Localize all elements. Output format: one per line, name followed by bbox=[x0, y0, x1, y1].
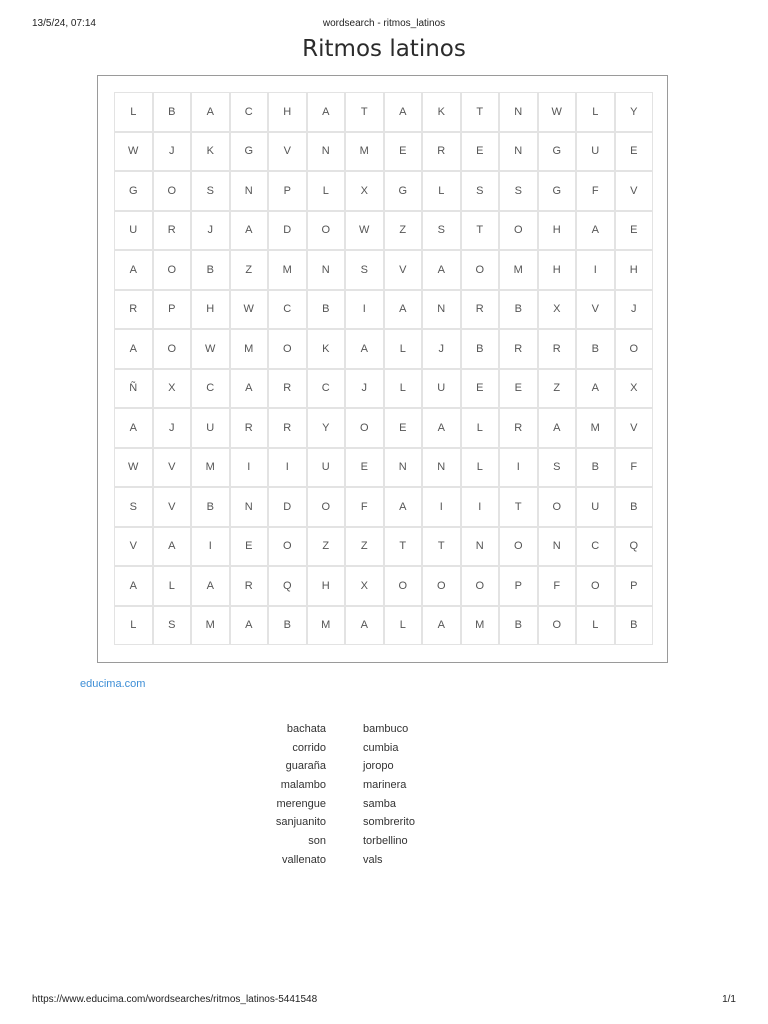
grid-cell: E bbox=[384, 132, 423, 172]
grid-cell: A bbox=[422, 250, 461, 290]
grid-cell: N bbox=[307, 250, 346, 290]
grid-cell: F bbox=[538, 566, 577, 606]
grid-cell: L bbox=[153, 566, 192, 606]
grid-cell: M bbox=[499, 250, 538, 290]
grid-cell: R bbox=[461, 290, 500, 330]
grid-cell: O bbox=[268, 527, 307, 567]
grid-cell: W bbox=[345, 211, 384, 251]
grid-cell: J bbox=[422, 329, 461, 369]
grid-cell: E bbox=[615, 211, 654, 251]
grid-cell: S bbox=[153, 606, 192, 646]
grid-cell: I bbox=[191, 527, 230, 567]
grid-cell: N bbox=[230, 171, 269, 211]
grid-cell: C bbox=[576, 527, 615, 567]
word-list-item: vallenato bbox=[281, 853, 326, 866]
grid-cell: A bbox=[538, 408, 577, 448]
grid-cell: O bbox=[538, 487, 577, 527]
grid-cell: A bbox=[153, 527, 192, 567]
grid-cell: V bbox=[153, 487, 192, 527]
grid-cell: W bbox=[191, 329, 230, 369]
grid-cell: P bbox=[268, 171, 307, 211]
grid-cell: L bbox=[576, 606, 615, 646]
grid-cell: L bbox=[114, 606, 153, 646]
grid-cell: P bbox=[499, 566, 538, 606]
word-list-item: son bbox=[308, 835, 326, 848]
grid-cell: E bbox=[345, 448, 384, 488]
grid-cell: B bbox=[307, 290, 346, 330]
grid-cell: I bbox=[461, 487, 500, 527]
grid-cell: Z bbox=[384, 211, 423, 251]
grid-cell: C bbox=[268, 290, 307, 330]
grid-cell: E bbox=[615, 132, 654, 172]
grid-cell: L bbox=[461, 408, 500, 448]
grid-cell: A bbox=[114, 329, 153, 369]
word-list-item: torbellino bbox=[363, 835, 408, 848]
grid-cell: N bbox=[230, 487, 269, 527]
grid-cell: J bbox=[615, 290, 654, 330]
grid-cell: U bbox=[576, 132, 615, 172]
grid-cell: C bbox=[191, 369, 230, 409]
grid-cell: E bbox=[461, 369, 500, 409]
grid-cell: N bbox=[384, 448, 423, 488]
grid-cell: S bbox=[345, 250, 384, 290]
page-title: Ritmos latinos bbox=[302, 36, 466, 62]
grid-cell: O bbox=[153, 250, 192, 290]
grid-cell: U bbox=[307, 448, 346, 488]
grid-cell: R bbox=[230, 566, 269, 606]
grid-cell: B bbox=[499, 290, 538, 330]
grid-cell: R bbox=[230, 408, 269, 448]
grid-cell: O bbox=[422, 566, 461, 606]
grid-cell: X bbox=[345, 171, 384, 211]
grid-cell: H bbox=[615, 250, 654, 290]
word-list-item: merengue bbox=[276, 797, 326, 810]
grid-cell: C bbox=[307, 369, 346, 409]
grid-cell: G bbox=[114, 171, 153, 211]
grid-cell: I bbox=[499, 448, 538, 488]
grid-cell: N bbox=[499, 132, 538, 172]
grid-cell: S bbox=[499, 171, 538, 211]
grid-cell: H bbox=[268, 92, 307, 132]
grid-cell: A bbox=[230, 211, 269, 251]
grid-cell: R bbox=[538, 329, 577, 369]
grid-cell: U bbox=[422, 369, 461, 409]
grid-cell: M bbox=[345, 132, 384, 172]
word-list-item: cumbia bbox=[363, 741, 399, 754]
grid-cell: W bbox=[230, 290, 269, 330]
grid-cell: Q bbox=[615, 527, 654, 567]
grid-cell: S bbox=[461, 171, 500, 211]
grid-cell: W bbox=[538, 92, 577, 132]
grid-cell: I bbox=[576, 250, 615, 290]
grid-cell: E bbox=[230, 527, 269, 567]
grid-cell: R bbox=[114, 290, 153, 330]
print-url: https://www.educima.com/wordsearches/ritmos_latinos-5441548 bbox=[32, 994, 318, 1005]
grid-cell: L bbox=[461, 448, 500, 488]
grid-cell: A bbox=[191, 92, 230, 132]
grid-cell: X bbox=[153, 369, 192, 409]
grid-cell: C bbox=[230, 92, 269, 132]
grid-cell: G bbox=[384, 171, 423, 211]
grid-cell: B bbox=[576, 329, 615, 369]
grid-cell: S bbox=[114, 487, 153, 527]
grid-cell: O bbox=[576, 566, 615, 606]
grid-cell: I bbox=[230, 448, 269, 488]
grid-cell: P bbox=[615, 566, 654, 606]
grid-cell: R bbox=[153, 211, 192, 251]
grid-cell: B bbox=[615, 487, 654, 527]
grid-cell: T bbox=[499, 487, 538, 527]
grid-cell: B bbox=[499, 606, 538, 646]
grid-cell: X bbox=[345, 566, 384, 606]
grid-cell: X bbox=[538, 290, 577, 330]
grid-cell: O bbox=[268, 329, 307, 369]
grid-cell: K bbox=[191, 132, 230, 172]
word-list-item: sombrerito bbox=[363, 816, 415, 829]
grid-cell: A bbox=[230, 369, 269, 409]
grid-cell: J bbox=[345, 369, 384, 409]
grid-cell: A bbox=[114, 408, 153, 448]
word-list-item: sanjuanito bbox=[275, 816, 326, 829]
print-page-number: 1/1 bbox=[722, 994, 736, 1005]
grid-cell: T bbox=[461, 211, 500, 251]
grid-cell: B bbox=[191, 487, 230, 527]
grid-cell: E bbox=[461, 132, 500, 172]
grid-cell: L bbox=[422, 171, 461, 211]
grid-cell: A bbox=[422, 606, 461, 646]
grid-cell: Z bbox=[345, 527, 384, 567]
grid-cell: T bbox=[461, 92, 500, 132]
grid-cell: S bbox=[538, 448, 577, 488]
grid-cell: U bbox=[576, 487, 615, 527]
grid-cell: W bbox=[114, 448, 153, 488]
grid-cell: N bbox=[422, 448, 461, 488]
grid-cell: M bbox=[230, 329, 269, 369]
print-doc-title: wordsearch - ritmos_latinos bbox=[322, 18, 446, 29]
grid-cell: R bbox=[499, 329, 538, 369]
word-list-item: samba bbox=[363, 797, 397, 810]
grid-cell: A bbox=[384, 487, 423, 527]
grid-cell: Ñ bbox=[114, 369, 153, 409]
grid-cell: R bbox=[268, 369, 307, 409]
grid-cell: Y bbox=[307, 408, 346, 448]
word-list-item: vals bbox=[363, 853, 383, 866]
grid-cell: N bbox=[461, 527, 500, 567]
grid-cell: I bbox=[345, 290, 384, 330]
grid-cell: Z bbox=[538, 369, 577, 409]
grid-cell: Q bbox=[268, 566, 307, 606]
grid-cell: G bbox=[230, 132, 269, 172]
grid-cell: A bbox=[114, 250, 153, 290]
grid-cell: B bbox=[268, 606, 307, 646]
grid-cell: G bbox=[538, 171, 577, 211]
grid-cell: V bbox=[268, 132, 307, 172]
grid-cell: R bbox=[268, 408, 307, 448]
grid-cell: L bbox=[576, 92, 615, 132]
grid-cell: A bbox=[576, 369, 615, 409]
grid-cell: B bbox=[461, 329, 500, 369]
grid-cell: O bbox=[499, 211, 538, 251]
grid-cell: X bbox=[615, 369, 654, 409]
grid-cell: E bbox=[384, 408, 423, 448]
grid-cell: D bbox=[268, 211, 307, 251]
grid-cell: O bbox=[461, 250, 500, 290]
grid-cell: V bbox=[615, 408, 654, 448]
grid-cell: I bbox=[268, 448, 307, 488]
grid-cell: H bbox=[307, 566, 346, 606]
grid-cell: F bbox=[576, 171, 615, 211]
grid-cell: J bbox=[191, 211, 230, 251]
grid-cell: O bbox=[345, 408, 384, 448]
word-list-item: malambo bbox=[280, 779, 326, 792]
grid-cell: S bbox=[191, 171, 230, 211]
grid-cell: N bbox=[538, 527, 577, 567]
grid-cell: F bbox=[615, 448, 654, 488]
word-list-left-column bbox=[226, 720, 326, 870]
grid-cell: M bbox=[307, 606, 346, 646]
grid-cell: K bbox=[422, 92, 461, 132]
word-list-right-column bbox=[363, 720, 483, 870]
word-list-item: bambuco bbox=[363, 723, 409, 735]
word-list-item: marinera bbox=[363, 779, 407, 792]
print-datetime: 13/5/24, 07:14 bbox=[32, 18, 96, 29]
grid-cell: O bbox=[538, 606, 577, 646]
grid-cell: Z bbox=[230, 250, 269, 290]
grid-cell: L bbox=[384, 606, 423, 646]
grid-cell: A bbox=[307, 92, 346, 132]
grid-cell: A bbox=[422, 408, 461, 448]
grid-cell: H bbox=[538, 250, 577, 290]
grid-cell: T bbox=[422, 527, 461, 567]
grid-cell: O bbox=[615, 329, 654, 369]
grid-cell: O bbox=[384, 566, 423, 606]
grid-cell: N bbox=[307, 132, 346, 172]
grid-cell: H bbox=[538, 211, 577, 251]
grid-cell: V bbox=[615, 171, 654, 211]
grid-cell: B bbox=[191, 250, 230, 290]
grid-cell: F bbox=[345, 487, 384, 527]
grid-cell: J bbox=[153, 408, 192, 448]
grid-cell: R bbox=[499, 408, 538, 448]
grid-cell: O bbox=[153, 329, 192, 369]
grid-cell: O bbox=[499, 527, 538, 567]
grid-cell: M bbox=[191, 606, 230, 646]
grid-cell: U bbox=[114, 211, 153, 251]
wordsearch-grid bbox=[114, 92, 653, 645]
grid-cell: B bbox=[576, 448, 615, 488]
grid-cell: L bbox=[384, 329, 423, 369]
grid-cell: A bbox=[384, 92, 423, 132]
educima-link[interactable]: educima.com bbox=[80, 678, 146, 690]
grid-cell: A bbox=[345, 329, 384, 369]
grid-cell: O bbox=[461, 566, 500, 606]
grid-cell: V bbox=[576, 290, 615, 330]
grid-cell: V bbox=[153, 448, 192, 488]
word-list-item: joropo bbox=[363, 760, 394, 773]
word-list-item: bachata bbox=[286, 723, 326, 735]
grid-cell: B bbox=[615, 606, 654, 646]
grid-cell: A bbox=[191, 566, 230, 606]
grid-cell: B bbox=[153, 92, 192, 132]
grid-cell: M bbox=[191, 448, 230, 488]
word-list-item: guaraña bbox=[285, 760, 326, 773]
grid-cell: A bbox=[230, 606, 269, 646]
grid-cell: A bbox=[384, 290, 423, 330]
grid-cell: A bbox=[345, 606, 384, 646]
grid-cell: O bbox=[153, 171, 192, 211]
grid-cell: U bbox=[191, 408, 230, 448]
grid-cell: T bbox=[345, 92, 384, 132]
grid-cell: O bbox=[307, 211, 346, 251]
grid-cell: W bbox=[114, 132, 153, 172]
grid-cell: Z bbox=[307, 527, 346, 567]
grid-cell: O bbox=[307, 487, 346, 527]
grid-cell: E bbox=[499, 369, 538, 409]
grid-cell: D bbox=[268, 487, 307, 527]
grid-cell: K bbox=[307, 329, 346, 369]
grid-cell: V bbox=[114, 527, 153, 567]
grid-cell: L bbox=[307, 171, 346, 211]
grid-cell: N bbox=[422, 290, 461, 330]
grid-cell: Y bbox=[615, 92, 654, 132]
grid-cell: H bbox=[191, 290, 230, 330]
grid-cell: V bbox=[384, 250, 423, 290]
grid-cell: N bbox=[499, 92, 538, 132]
grid-cell: S bbox=[422, 211, 461, 251]
grid-cell: M bbox=[461, 606, 500, 646]
grid-cell: L bbox=[114, 92, 153, 132]
word-list-item: corrido bbox=[292, 741, 326, 754]
grid-cell: M bbox=[576, 408, 615, 448]
grid-cell: A bbox=[114, 566, 153, 606]
grid-cell: J bbox=[153, 132, 192, 172]
grid-cell: I bbox=[422, 487, 461, 527]
grid-cell: A bbox=[576, 211, 615, 251]
grid-cell: L bbox=[384, 369, 423, 409]
grid-cell: G bbox=[538, 132, 577, 172]
grid-cell: P bbox=[153, 290, 192, 330]
wordsearch-frame bbox=[97, 75, 668, 663]
grid-cell: R bbox=[422, 132, 461, 172]
grid-cell: M bbox=[268, 250, 307, 290]
grid-cell: T bbox=[384, 527, 423, 567]
